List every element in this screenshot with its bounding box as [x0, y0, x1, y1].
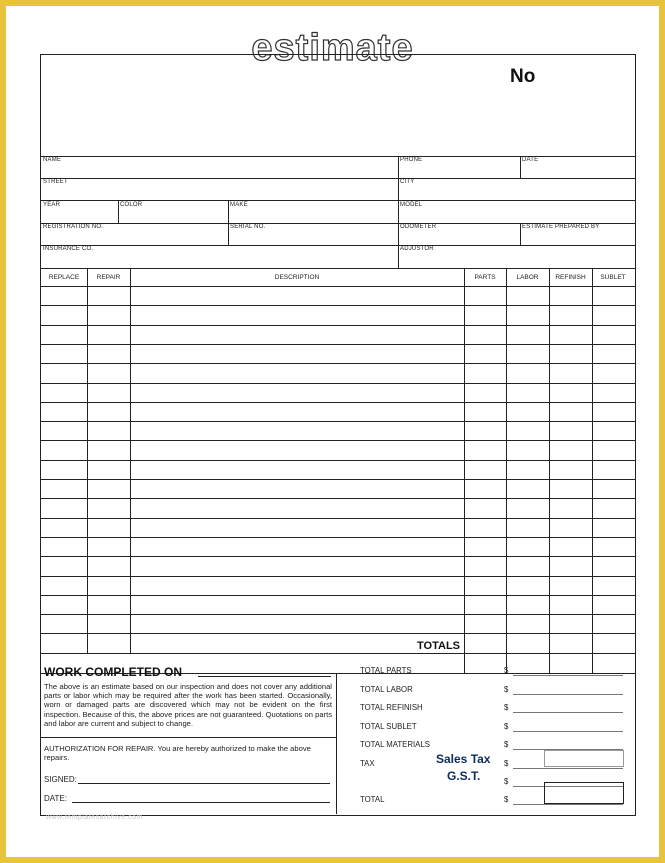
table-column-line: [592, 268, 593, 673]
color-field-label: COLOR: [120, 202, 143, 208]
date-label: DATE:: [44, 794, 67, 803]
currency-sign: $: [504, 795, 509, 804]
estimate-form-page: [6, 6, 659, 857]
field-divider: [398, 156, 399, 268]
work-completed-line: [198, 676, 331, 677]
work-completed-title: WORK COMPLETED ON: [44, 665, 182, 679]
form-title-text: estimate: [237, 27, 427, 69]
table-row-line: [40, 653, 635, 654]
estimate-disclaimer: The above is an estimate based on our inspection and does not cover any additional parts or labor which may be required after the work has been started. Occasionally, worn or damaged parts are discovered which may not be evident on the first inspection. Because of this, the above prices are not guaranteed. Quotations on parts and labor are current and subject to change.: [44, 682, 332, 728]
date-line[interactable]: [72, 802, 330, 803]
serial-field-label: SERIAL NO.: [230, 224, 266, 230]
total-labor-label: TOTAL LABOR: [360, 685, 413, 694]
col-parts-header: PARTS: [474, 274, 496, 281]
table-column-line: [130, 268, 131, 653]
city-field-label: CITY: [400, 179, 415, 185]
currency-sign: $: [504, 703, 509, 712]
amount-line: [513, 731, 623, 732]
authorization-divider: [40, 737, 336, 738]
table-column-line: [464, 268, 465, 673]
amount-line: [513, 712, 623, 713]
sales-tax-label: Sales Tax: [436, 752, 491, 766]
authorization-text: AUTHORIZATION FOR REPAIR. You are hereby authorized to make the above repairs.: [44, 744, 311, 763]
amount-line: [513, 804, 623, 805]
sales-tax-box[interactable]: [544, 750, 624, 767]
totals-label: TOTALS: [417, 640, 460, 652]
signed-label: SIGNED:: [44, 775, 77, 784]
year-field-label: YEAR: [43, 202, 61, 208]
field-divider: [520, 223, 521, 245]
field-row-line: [40, 178, 635, 179]
registration-field-label: REGISTRATION NO.: [43, 224, 104, 230]
odometer-field-label: ODOMETER: [400, 224, 437, 230]
col-replace-header: REPLACE: [48, 274, 80, 281]
col-repair-header: REPAIR: [96, 274, 121, 281]
street-field-label: STREET: [43, 179, 68, 185]
gst-label: G.S.T.: [447, 769, 481, 783]
field-divider: [228, 200, 229, 245]
amount-line: [513, 694, 623, 695]
amount-line: [513, 675, 623, 676]
total-materials-label: TOTAL MATERIALS: [360, 740, 430, 749]
estimate-number-label: No: [510, 66, 536, 87]
currency-sign: $: [504, 740, 509, 749]
signature-line[interactable]: [78, 783, 330, 784]
field-divider: [118, 200, 119, 223]
table-column-line: [549, 268, 550, 673]
col-labor-header: LABOR: [516, 274, 539, 281]
prepared-by-field-label: ESTIMATE PREPARED BY: [522, 224, 600, 230]
tax-label: TAX: [360, 759, 375, 768]
currency-sign: $: [504, 722, 509, 731]
field-row-line: [40, 156, 635, 157]
total-parts-label: TOTAL PARTS: [360, 666, 412, 675]
amount-line: [513, 768, 623, 769]
model-field-label: MODEL: [400, 202, 423, 208]
col-description-header: DESCRIPTION: [274, 274, 320, 281]
field-divider: [520, 156, 521, 178]
adjustor-field-label: ADJUSTOR: [400, 246, 434, 252]
total-sublet-label: TOTAL SUBLET: [360, 722, 417, 731]
phone-field-label: PHONE: [400, 157, 423, 163]
total-refinish-label: TOTAL REFINISH: [360, 703, 423, 712]
currency-sign: $: [504, 777, 509, 786]
grand-total-label: TOTAL: [360, 795, 385, 804]
table-column-line: [87, 268, 88, 653]
make-field-label: MAKE: [230, 202, 248, 208]
field-row-line: [40, 200, 635, 201]
field-row-line: [40, 245, 635, 246]
col-refinish-header: REFINISH: [555, 274, 586, 281]
col-sublet-header: SUBLET: [600, 274, 626, 281]
total-box[interactable]: [544, 782, 624, 804]
table-column-line: [506, 268, 507, 673]
name-field-label: NAME: [43, 157, 62, 163]
footer-divider: [336, 673, 337, 814]
currency-sign: $: [504, 759, 509, 768]
currency-sign: $: [504, 666, 509, 675]
insurance-field-label: INSURANCE CO.: [43, 246, 94, 252]
currency-sign: $: [504, 685, 509, 694]
watermark: www.templatesarchive.com: [46, 814, 143, 821]
date-field-label: DATE: [522, 157, 539, 163]
